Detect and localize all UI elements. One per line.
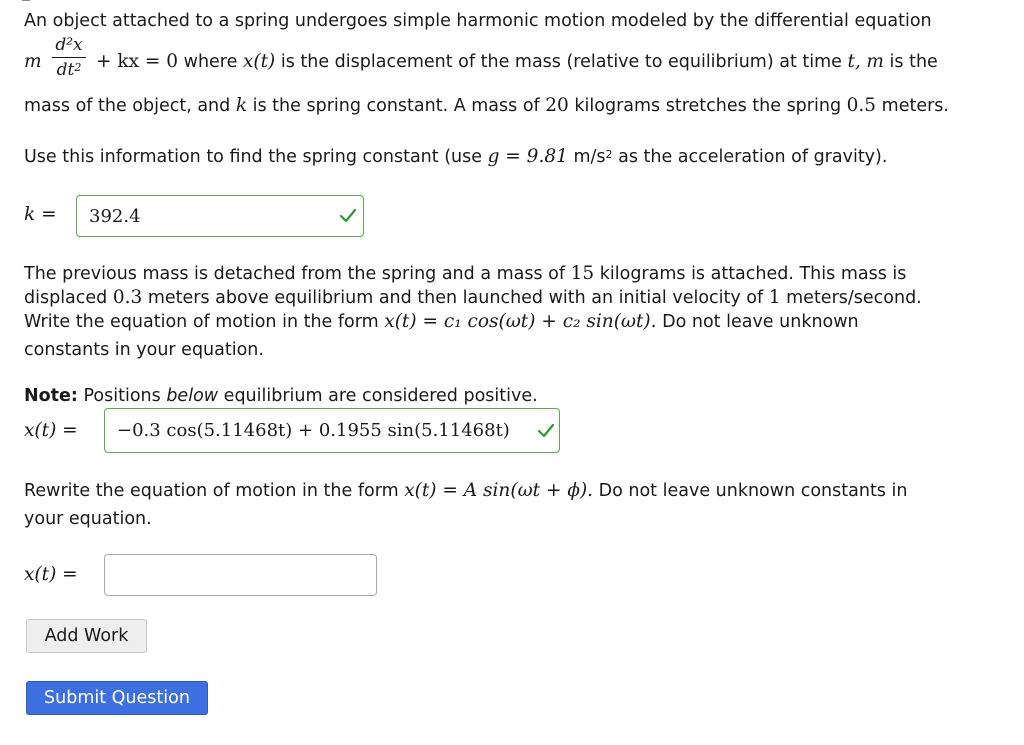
q2-line-2: displaced 0.3 meters above equilibrium and then launched with an initial velocity of 1 meters/second. <box>24 287 922 308</box>
spring-constant-value: 392.4 <box>89 205 141 227</box>
equation-of-motion-value: −0.3 cos(5.11468t) + 0.1955 sin(5.11468t) <box>117 420 510 441</box>
correct-check-icon <box>339 208 357 224</box>
q2-note: Note: Positions below equilibrium are considered positive. <box>24 386 538 406</box>
q3-label: x(t) = <box>24 564 78 585</box>
q2-line-3: Write the equation of motion in the form x(t) = c₁ cos(ωt) + c₂ sin(ωt). Do not leave unknown <box>24 311 859 332</box>
equation-rest: + kx = 0 <box>96 51 179 72</box>
submit-question-button[interactable]: Submit Question <box>26 681 208 715</box>
spring-constant-input[interactable] <box>76 195 364 237</box>
intro-eq-m: m <box>24 51 42 72</box>
q2-label: x(t) = <box>24 420 78 441</box>
amplitude-phase-input[interactable] <box>104 554 377 596</box>
intro-line-1: An object attached to a spring undergoes simple harmonic motion modeled by the differential equation <box>24 11 932 31</box>
q2-line-4: constants in your equation. <box>24 340 264 360</box>
equation-of-motion-input[interactable] <box>104 408 560 453</box>
intro-line-3: mass of the object, and k is the spring constant. A mass of 20 kilograms stretches the spring 0.5 meters. <box>24 95 949 116</box>
correct-check-icon <box>537 423 555 439</box>
intro-line-2: + kx = 0 where x(t) is the displacement of the mass (relative to equilibrium) at time t, m is the <box>96 51 938 72</box>
q1-prompt: Use this information to find the spring constant (use g = 9.81 $m/s^2$ as the acceleration of gravity). <box>24 146 888 167</box>
top-divider <box>22 0 30 1</box>
q2-line-1: The previous mass is detached from the spring and a mass of 15 kilograms is attached. This mass is <box>24 263 907 284</box>
q1-label: k = <box>24 204 57 225</box>
q3-line-2: your equation. <box>24 509 152 529</box>
q3-line-1: Rewrite the equation of motion in the form x(t) = A sin(ωt + ϕ). Do not leave unknown constants in <box>24 480 908 501</box>
d2x-dt2-fraction: d²x $dt^2$ <box>48 34 90 81</box>
add-work-button[interactable]: Add Work <box>26 619 147 653</box>
